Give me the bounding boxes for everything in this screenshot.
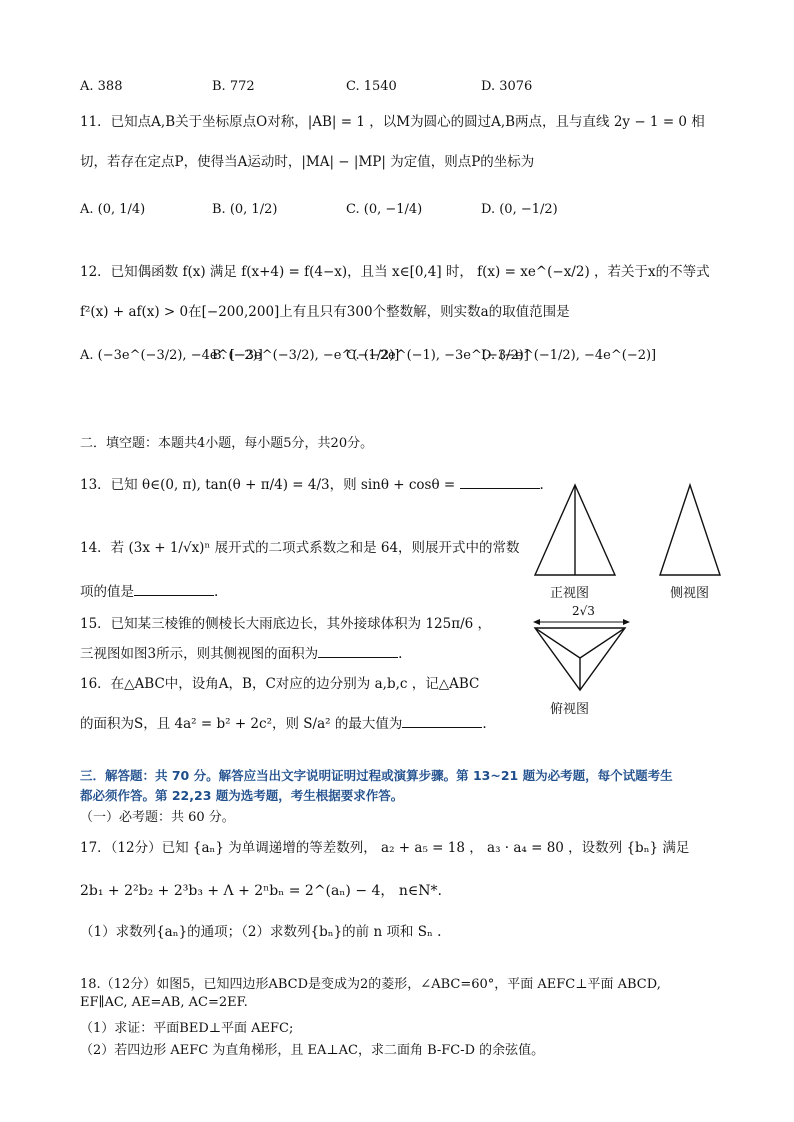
q18-line2: EF∥AC, AE=AB, AC=2EF. xyxy=(80,995,248,1010)
q12-option-d: D. (−e^(−1/2), −4e^(−2)] xyxy=(481,348,657,363)
q12-option-a: A. (−3e^(−3/2), −4e^(−2)] xyxy=(80,348,263,363)
side-view-label: 侧视图 xyxy=(670,586,710,601)
q12-option-c: C. (−2e^(−1), −3e^(−3/2)] xyxy=(346,348,529,363)
q11-option-c: C. (0, −1/4) xyxy=(346,202,423,217)
q14-line2: 项的值是 . xyxy=(80,584,219,600)
q17-line2: 2b₁ + 2²b₂ + 2³b₃ + Λ + 2ⁿbₙ = 2^(aₙ) − 4， n∈N*. xyxy=(80,883,442,899)
q14-text: 项的值是 xyxy=(80,584,134,600)
q12-line2: f²(x) + af(x) > 0在[−200,200]上有且只有300个整数解，则实数a的取值范围是 xyxy=(80,304,570,320)
q18-line4: （2）若四边形 AEFC 为直角梯形，且 EA⊥AC，求二面角 B-FC-D 的余弦值。 xyxy=(80,1043,545,1058)
q11-option-d: D. (0, −1/2) xyxy=(481,202,558,217)
q18-line3: （1）求证：平面BED⊥平面 AEFC; xyxy=(80,1021,294,1036)
q14-line1: 14．若 (3x + 1/√x)ⁿ 展开式的二项式系数之和是 64，则展开式中的常数 xyxy=(80,540,520,556)
q16-line2: 的面积为S，且 4a² = b² + 2c²，则 S/a² 的最大值为 . xyxy=(80,716,487,732)
q15-line2: 三视图如图3所示，则其侧视图的面积为 . xyxy=(80,646,403,662)
q16-blank xyxy=(402,715,482,728)
q16-text: 的面积为S，且 4a² = b² + 2c²，则 S/a² 的最大值为 xyxy=(80,716,403,732)
q13-blank xyxy=(460,476,540,489)
q17-line1: 17．（12分）已知 {aₙ} 为单调递增的等差数列， a₂ + a₅ = 18 ， a₃ · a₄ = 80 ，设数列 {bₙ} 满足 xyxy=(80,840,690,856)
q15-text: 三视图如图3所示，则其侧视图的面积为 xyxy=(80,646,319,662)
q18-line1: 18.（12分）如图5，已知四边形ABCD是变成为2的菱形，∠ABC=60°，平面 AEFC⊥平面 ABCD, xyxy=(80,977,661,992)
front-view xyxy=(535,485,615,575)
front-view-label: 正视图 xyxy=(550,586,590,601)
q11-line2: 切，若存在定点P，使得当A运动时，|MA| − |MP| 为定值，则点P的坐标为 xyxy=(80,154,535,170)
q13-text: 13．已知 θ∈(0, π), tan(θ + π/4) = 4/3，则 sinθ + cosθ = xyxy=(80,477,460,493)
section3-title-line2: 都必须作答。第 22,23 题为选考题，考生根据要求作答。 xyxy=(80,788,404,803)
section3-title-line1: 三．解答题：共 70 分。解答应当出文字说明证明过程或演算步骤。第 13~21 题为必考题，每个试题考生 xyxy=(80,768,673,783)
section2-title: 二．填空题：本题共4小题，每小题5分，共20分。 xyxy=(80,436,374,451)
q11-option-b: B. (0, 1/2) xyxy=(212,202,278,217)
q10-option-b: B. 772 xyxy=(212,79,255,94)
q14-blank xyxy=(134,583,214,596)
q15-line1: 15．已知某三棱锥的侧棱长大雨底边长，其外接球体积为 125π/6 ， xyxy=(80,616,492,632)
top-view-label: 俯视图 xyxy=(550,702,590,717)
q10-option-d: D. 3076 xyxy=(481,79,533,94)
q11-line1: 11．已知点A,B关于坐标原点O对称，|AB| = 1 ，以M为圆心的圆过A,B两点，且与直线 2y − 1 = 0 相 xyxy=(80,114,705,130)
q13: 13．已知 θ∈(0, π), tan(θ + π/4) = 4/3，则 sinθ + cosθ = . xyxy=(80,477,544,493)
required-note: （一）必考题：共 60 分。 xyxy=(80,810,235,825)
q16-line1: 16．在△ABC中，设角A，B，C对应的边分别为 a,b,c ，记△ABC xyxy=(80,676,480,692)
q10-option-a: A. 388 xyxy=(80,79,123,94)
top-view-dimension: 2√3 xyxy=(572,604,595,618)
q15-blank xyxy=(318,645,398,658)
q10-option-c: C. 1540 xyxy=(346,79,397,94)
q11-option-a: A. (0, 1/4) xyxy=(80,202,146,217)
three-view-figure xyxy=(530,480,740,730)
q12-option-b: B. [−3e^(−3/2), −e^(−1/2)] xyxy=(212,348,400,363)
q12-line1: 12．已知偶函数 f(x) 满足 f(x+4) = f(4−x)，且当 x∈[0,4] 时， f(x) = xe^(−x/2) ，若关于x的不等式 xyxy=(80,264,710,280)
side-view xyxy=(660,485,720,575)
q17-line3: （1）求数列{aₙ}的通项；（2）求数列{bₙ}的前 n 项和 Sₙ . xyxy=(80,924,442,940)
top-view xyxy=(533,619,630,690)
